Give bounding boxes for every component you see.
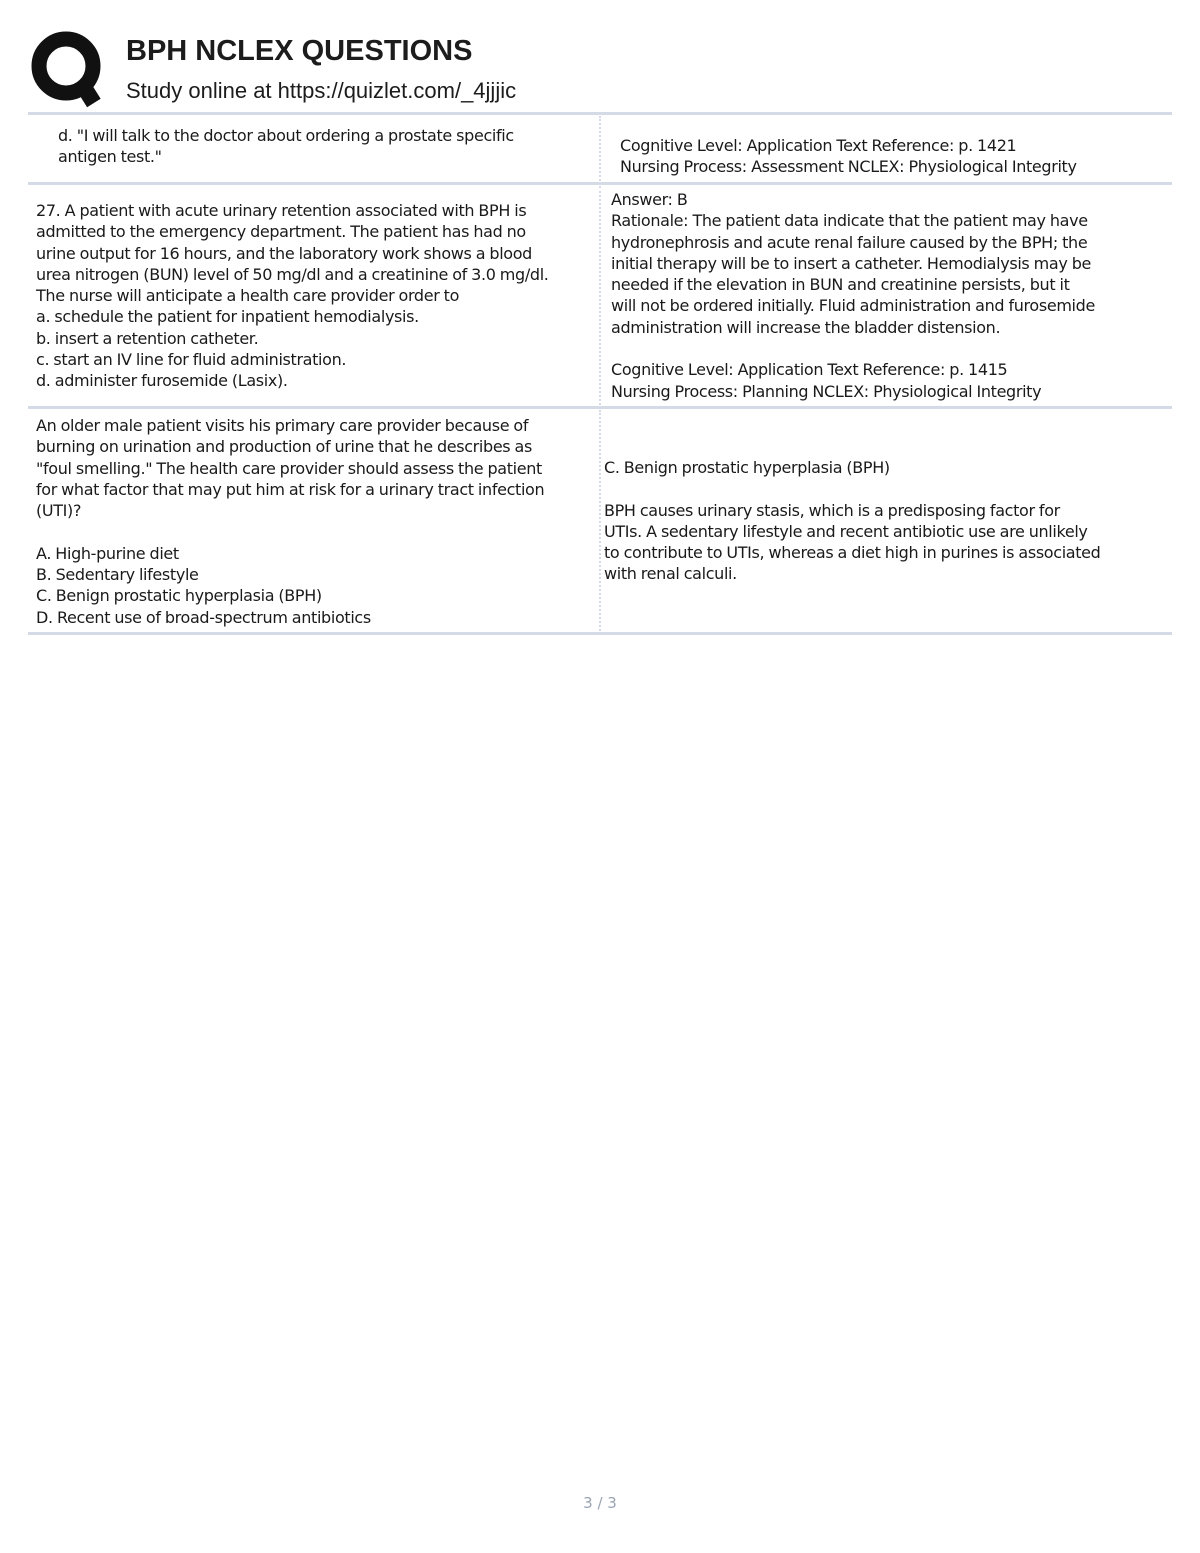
definition-cell: C. Benign prostatic hyperplasia (BPH) BPH causes urinary stasis, which is a predisposing factor for UTIs. A sedentary lifestyle and recent antibiotic use are unlikely to contribute to UTIs, whereas a diet high in purines is associated with renal calculi.: [604, 458, 1101, 584]
page-number: 3 / 3: [583, 1494, 617, 1512]
page-title: BPH NCLEX QUESTIONS: [126, 35, 473, 67]
column-separator: [599, 116, 601, 181]
study-online-link[interactable]: Study online at https://quizlet.com/_4jjjic: [126, 78, 517, 103]
term-cell: 27. A patient with acute urinary retention associated with BPH is admitted to the emergency department. The patient has had no urine output for 16 hours, and the laboratory work shows a blood urea nitrogen (BUN) level of 50 mg/dl and a creatinine of 3.0 mg/dl. The nurse will anticipate a health care provider order to a. schedule the patient for inpatient hemodialysis. b. insert a retention catheter. c. start an IV line for fluid administration. d. administer furosemide (Lasix).: [36, 201, 549, 391]
term-cell: An older male patient visits his primary care provider because of burning on urination and production of urine that he describes as "foul smelling." The health care provider should assess the patient for what factor that may put him at risk for a urinary tract infection (UTI)? A. High-purine diet B. Sedentary lifestyle C. Benign prostatic hyperplasia (BPH) D. Recent use of broad-spectrum antibiotics: [36, 416, 545, 627]
term-cell: d. "I will talk to the doctor about ordering a prostate specific antigen test.": [58, 126, 514, 167]
definition-cell: Answer: B Rationale: The patient data indicate that the patient may have hydronephrosis and acute renal failure caused by the BPH; the initial therapy will be to insert a catheter. Hemodialysis may be needed if the elevation in BUN and creatinine persists, but it will not be ordered initially. Fluid administration and furosemide administration will increase the bladder distension. Cognitive Level: Application Text Reference: p. 1415 Nursing Process: Planning NCLEX: Physiological Integrity: [611, 190, 1095, 401]
row-divider: [28, 182, 1172, 185]
definition-cell: Cognitive Level: Application Text Reference: p. 1421 Nursing Process: Assessment NCLEX: Physiological Integrity: [620, 136, 1077, 177]
row-divider: [28, 112, 1172, 115]
row-divider: [28, 406, 1172, 409]
quizlet-q-logo-icon: [29, 29, 109, 109]
row-divider: [28, 632, 1172, 635]
column-separator: [599, 410, 601, 631]
column-separator: [599, 186, 601, 405]
